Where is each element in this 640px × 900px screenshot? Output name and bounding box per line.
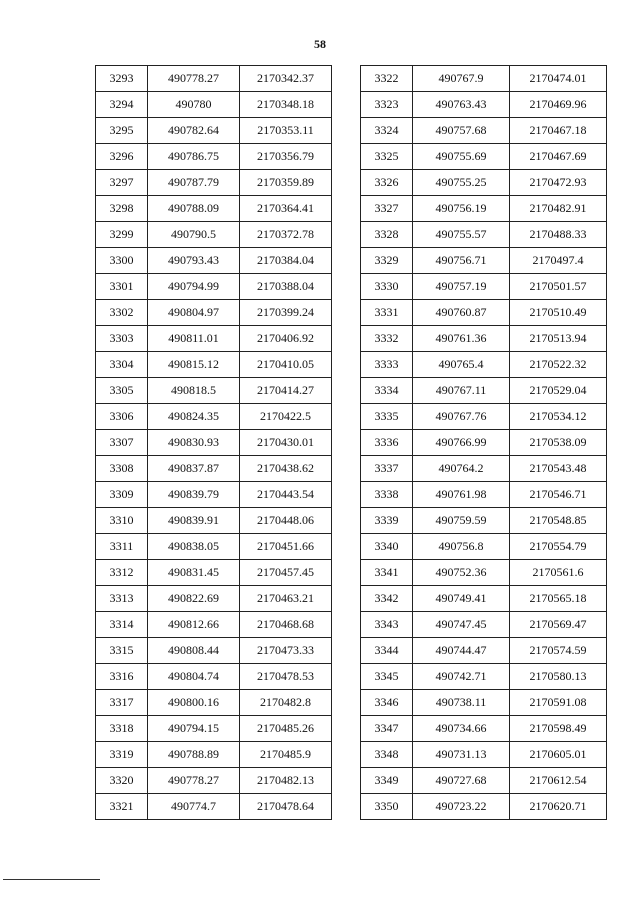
- table-row: [361, 430, 607, 456]
- point-id-cell: 3296: [96, 144, 148, 170]
- point-id-cell: 3301: [96, 274, 148, 300]
- x-coordinate-cell: 490757.68: [413, 118, 510, 144]
- x-coordinate-cell: 490794.15: [148, 716, 240, 742]
- x-coordinate-cell: 490812.66: [148, 612, 240, 638]
- x-coordinate-cell: 490761.98: [413, 482, 510, 508]
- table-row: [361, 404, 607, 430]
- table-row: [361, 326, 607, 352]
- point-id-cell: 3335: [361, 404, 413, 430]
- y-coordinate-cell: 2170501.57: [510, 274, 607, 300]
- y-coordinate-cell: 2170510.49: [510, 300, 607, 326]
- x-coordinate-cell: 490763.43: [413, 92, 510, 118]
- point-id-cell: 3332: [361, 326, 413, 352]
- point-id-cell: 3294: [96, 92, 148, 118]
- x-coordinate-cell: 490822.69: [148, 586, 240, 612]
- x-coordinate-cell: 490767.9: [413, 66, 510, 92]
- table-row: [96, 352, 332, 378]
- x-coordinate-cell: 490778.27: [148, 66, 240, 92]
- x-coordinate-cell: 490804.74: [148, 664, 240, 690]
- x-coordinate-cell: 490788.09: [148, 196, 240, 222]
- table-row: [96, 508, 332, 534]
- y-coordinate-cell: 2170591.08: [510, 690, 607, 716]
- y-coordinate-cell: 2170463.21: [240, 586, 332, 612]
- x-coordinate-cell: 490764.2: [413, 456, 510, 482]
- table-row: [96, 690, 332, 716]
- x-coordinate-cell: 490837.87: [148, 456, 240, 482]
- point-id-cell: 3307: [96, 430, 148, 456]
- y-coordinate-cell: 2170473.33: [240, 638, 332, 664]
- x-coordinate-cell: 490808.44: [148, 638, 240, 664]
- point-id-cell: 3303: [96, 326, 148, 352]
- x-coordinate-cell: 490734.66: [413, 716, 510, 742]
- table-row: [96, 248, 332, 274]
- table-row: [96, 274, 332, 300]
- table-row: [96, 456, 332, 482]
- point-id-cell: 3331: [361, 300, 413, 326]
- y-coordinate-cell: 2170422.5: [240, 404, 332, 430]
- y-coordinate-cell: 2170443.54: [240, 482, 332, 508]
- table-row: [96, 196, 332, 222]
- y-coordinate-cell: 2170472.93: [510, 170, 607, 196]
- y-coordinate-cell: 2170538.09: [510, 430, 607, 456]
- table-row: [361, 222, 607, 248]
- table-row: [96, 144, 332, 170]
- point-id-cell: 3313: [96, 586, 148, 612]
- table-row: [96, 482, 332, 508]
- table-row: [361, 118, 607, 144]
- point-id-cell: 3318: [96, 716, 148, 742]
- y-coordinate-cell: 2170605.01: [510, 742, 607, 768]
- y-coordinate-cell: 2170497.4: [510, 248, 607, 274]
- x-coordinate-cell: 490790.5: [148, 222, 240, 248]
- y-coordinate-cell: 2170598.49: [510, 716, 607, 742]
- y-coordinate-cell: 2170565.18: [510, 586, 607, 612]
- point-id-cell: 3305: [96, 378, 148, 404]
- point-id-cell: 3298: [96, 196, 148, 222]
- point-id-cell: 3325: [361, 144, 413, 170]
- table-row: [361, 456, 607, 482]
- point-id-cell: 3324: [361, 118, 413, 144]
- x-coordinate-cell: 490839.79: [148, 482, 240, 508]
- x-coordinate-cell: 490747.45: [413, 612, 510, 638]
- y-coordinate-cell: 2170612.54: [510, 768, 607, 794]
- y-coordinate-cell: 2170534.12: [510, 404, 607, 430]
- table-row: [96, 638, 332, 664]
- y-coordinate-cell: 2170482.13: [240, 768, 332, 794]
- table-row: [361, 248, 607, 274]
- y-coordinate-cell: 2170438.62: [240, 456, 332, 482]
- x-coordinate-cell: 490723.22: [413, 794, 510, 820]
- y-coordinate-cell: 2170620.71: [510, 794, 607, 820]
- table-row: [361, 378, 607, 404]
- table-row: [96, 378, 332, 404]
- table-row: [361, 170, 607, 196]
- table-row: [96, 170, 332, 196]
- table-row: [361, 768, 607, 794]
- x-coordinate-cell: 490759.59: [413, 508, 510, 534]
- x-coordinate-cell: 490774.7: [148, 794, 240, 820]
- x-coordinate-cell: 490831.45: [148, 560, 240, 586]
- point-id-cell: 3312: [96, 560, 148, 586]
- x-coordinate-cell: 490752.36: [413, 560, 510, 586]
- table-row: [96, 300, 332, 326]
- y-coordinate-cell: 2170522.32: [510, 352, 607, 378]
- coordinates-table-left: [95, 65, 332, 820]
- x-coordinate-cell: 490780: [148, 92, 240, 118]
- y-coordinate-cell: 2170548.85: [510, 508, 607, 534]
- table-row: [96, 92, 332, 118]
- x-coordinate-cell: 490767.76: [413, 404, 510, 430]
- y-coordinate-cell: 2170448.06: [240, 508, 332, 534]
- table-row: [96, 404, 332, 430]
- x-coordinate-cell: 490787.79: [148, 170, 240, 196]
- point-id-cell: 3349: [361, 768, 413, 794]
- point-id-cell: 3295: [96, 118, 148, 144]
- footnote-divider: [3, 879, 100, 880]
- point-id-cell: 3321: [96, 794, 148, 820]
- x-coordinate-cell: 490838.05: [148, 534, 240, 560]
- table-row: [361, 742, 607, 768]
- x-coordinate-cell: 490761.36: [413, 326, 510, 352]
- y-coordinate-cell: 2170474.01: [510, 66, 607, 92]
- point-id-cell: 3314: [96, 612, 148, 638]
- y-coordinate-cell: 2170430.01: [240, 430, 332, 456]
- y-coordinate-cell: 2170513.94: [510, 326, 607, 352]
- x-coordinate-cell: 490804.97: [148, 300, 240, 326]
- point-id-cell: 3310: [96, 508, 148, 534]
- table-row: [361, 612, 607, 638]
- point-id-cell: 3320: [96, 768, 148, 794]
- y-coordinate-cell: 2170569.47: [510, 612, 607, 638]
- table-row: [96, 768, 332, 794]
- x-coordinate-cell: 490793.43: [148, 248, 240, 274]
- y-coordinate-cell: 2170554.79: [510, 534, 607, 560]
- y-coordinate-cell: 2170414.27: [240, 378, 332, 404]
- point-id-cell: 3346: [361, 690, 413, 716]
- y-coordinate-cell: 2170342.37: [240, 66, 332, 92]
- x-coordinate-cell: 490755.69: [413, 144, 510, 170]
- y-coordinate-cell: 2170546.71: [510, 482, 607, 508]
- x-coordinate-cell: 490778.27: [148, 768, 240, 794]
- point-id-cell: 3337: [361, 456, 413, 482]
- table-row: [361, 508, 607, 534]
- table-row: [361, 794, 607, 820]
- x-coordinate-cell: 490824.35: [148, 404, 240, 430]
- table-row: [96, 326, 332, 352]
- x-coordinate-cell: 490731.13: [413, 742, 510, 768]
- y-coordinate-cell: 2170543.48: [510, 456, 607, 482]
- table-row: [361, 66, 607, 92]
- page-number: 58: [314, 37, 326, 51]
- point-id-cell: 3348: [361, 742, 413, 768]
- x-coordinate-cell: 490742.71: [413, 664, 510, 690]
- table-row: [361, 352, 607, 378]
- y-coordinate-cell: 2170469.96: [510, 92, 607, 118]
- y-coordinate-cell: 2170482.91: [510, 196, 607, 222]
- point-id-cell: 3350: [361, 794, 413, 820]
- x-coordinate-cell: 490815.12: [148, 352, 240, 378]
- point-id-cell: 3334: [361, 378, 413, 404]
- x-coordinate-cell: 490786.75: [148, 144, 240, 170]
- point-id-cell: 3300: [96, 248, 148, 274]
- point-id-cell: 3315: [96, 638, 148, 664]
- y-coordinate-cell: 2170482.8: [240, 690, 332, 716]
- point-id-cell: 3326: [361, 170, 413, 196]
- point-id-cell: 3330: [361, 274, 413, 300]
- table-row: [361, 664, 607, 690]
- y-coordinate-cell: 2170372.78: [240, 222, 332, 248]
- y-coordinate-cell: 2170485.26: [240, 716, 332, 742]
- point-id-cell: 3328: [361, 222, 413, 248]
- x-coordinate-cell: 490811.01: [148, 326, 240, 352]
- table-row: [361, 638, 607, 664]
- table-row: [96, 664, 332, 690]
- x-coordinate-cell: 490756.8: [413, 534, 510, 560]
- x-coordinate-cell: 490757.19: [413, 274, 510, 300]
- table-row: [361, 534, 607, 560]
- y-coordinate-cell: 2170529.04: [510, 378, 607, 404]
- y-coordinate-cell: 2170348.18: [240, 92, 332, 118]
- y-coordinate-cell: 2170574.59: [510, 638, 607, 664]
- y-coordinate-cell: 2170580.13: [510, 664, 607, 690]
- table-row: [361, 482, 607, 508]
- table-row: [96, 586, 332, 612]
- x-coordinate-cell: 490794.99: [148, 274, 240, 300]
- table-row: [361, 274, 607, 300]
- x-coordinate-cell: 490744.47: [413, 638, 510, 664]
- point-id-cell: 3340: [361, 534, 413, 560]
- x-coordinate-cell: 490755.25: [413, 170, 510, 196]
- x-coordinate-cell: 490766.99: [413, 430, 510, 456]
- table-row: [361, 560, 607, 586]
- x-coordinate-cell: 490756.71: [413, 248, 510, 274]
- y-coordinate-cell: 2170406.92: [240, 326, 332, 352]
- x-coordinate-cell: 490800.16: [148, 690, 240, 716]
- x-coordinate-cell: 490756.19: [413, 196, 510, 222]
- point-id-cell: 3322: [361, 66, 413, 92]
- x-coordinate-cell: 490755.57: [413, 222, 510, 248]
- table-row: [96, 222, 332, 248]
- point-id-cell: 3345: [361, 664, 413, 690]
- y-coordinate-cell: 2170388.04: [240, 274, 332, 300]
- y-coordinate-cell: 2170478.64: [240, 794, 332, 820]
- table-row: [361, 716, 607, 742]
- x-coordinate-cell: 490738.11: [413, 690, 510, 716]
- point-id-cell: 3344: [361, 638, 413, 664]
- table-row: [96, 430, 332, 456]
- point-id-cell: 3297: [96, 170, 148, 196]
- table-row: [96, 612, 332, 638]
- point-id-cell: 3299: [96, 222, 148, 248]
- point-id-cell: 3329: [361, 248, 413, 274]
- y-coordinate-cell: 2170384.04: [240, 248, 332, 274]
- point-id-cell: 3311: [96, 534, 148, 560]
- point-id-cell: 3304: [96, 352, 148, 378]
- x-coordinate-cell: 490765.4: [413, 352, 510, 378]
- y-coordinate-cell: 2170468.68: [240, 612, 332, 638]
- point-id-cell: 3293: [96, 66, 148, 92]
- point-id-cell: 3342: [361, 586, 413, 612]
- x-coordinate-cell: 490767.11: [413, 378, 510, 404]
- table-row: [361, 196, 607, 222]
- point-id-cell: 3302: [96, 300, 148, 326]
- y-coordinate-cell: 2170359.89: [240, 170, 332, 196]
- y-coordinate-cell: 2170451.66: [240, 534, 332, 560]
- x-coordinate-cell: 490727.68: [413, 768, 510, 794]
- y-coordinate-cell: 2170467.69: [510, 144, 607, 170]
- table-row: [361, 92, 607, 118]
- y-coordinate-cell: 2170410.05: [240, 352, 332, 378]
- y-coordinate-cell: 2170561.6: [510, 560, 607, 586]
- table-row: [361, 586, 607, 612]
- y-coordinate-cell: 2170488.33: [510, 222, 607, 248]
- x-coordinate-cell: 490839.91: [148, 508, 240, 534]
- point-id-cell: 3316: [96, 664, 148, 690]
- point-id-cell: 3327: [361, 196, 413, 222]
- point-id-cell: 3309: [96, 482, 148, 508]
- x-coordinate-cell: 490830.93: [148, 430, 240, 456]
- point-id-cell: 3306: [96, 404, 148, 430]
- y-coordinate-cell: 2170399.24: [240, 300, 332, 326]
- coordinates-table-right: [360, 65, 607, 820]
- x-coordinate-cell: 490788.89: [148, 742, 240, 768]
- table-row: [96, 66, 332, 92]
- point-id-cell: 3319: [96, 742, 148, 768]
- y-coordinate-cell: 2170356.79: [240, 144, 332, 170]
- point-id-cell: 3317: [96, 690, 148, 716]
- point-id-cell: 3347: [361, 716, 413, 742]
- table-row: [96, 534, 332, 560]
- x-coordinate-cell: 490760.87: [413, 300, 510, 326]
- x-coordinate-cell: 490818.5: [148, 378, 240, 404]
- table-row: [96, 560, 332, 586]
- y-coordinate-cell: 2170353.11: [240, 118, 332, 144]
- y-coordinate-cell: 2170364.41: [240, 196, 332, 222]
- table-row: [96, 118, 332, 144]
- x-coordinate-cell: 490749.41: [413, 586, 510, 612]
- point-id-cell: 3333: [361, 352, 413, 378]
- table-row: [361, 690, 607, 716]
- y-coordinate-cell: 2170457.45: [240, 560, 332, 586]
- point-id-cell: 3343: [361, 612, 413, 638]
- table-row: [96, 794, 332, 820]
- y-coordinate-cell: 2170478.53: [240, 664, 332, 690]
- point-id-cell: 3336: [361, 430, 413, 456]
- table-row: [361, 144, 607, 170]
- table-row: [96, 716, 332, 742]
- y-coordinate-cell: 2170467.18: [510, 118, 607, 144]
- point-id-cell: 3339: [361, 508, 413, 534]
- point-id-cell: 3308: [96, 456, 148, 482]
- table-row: [96, 742, 332, 768]
- table-row: [361, 300, 607, 326]
- point-id-cell: 3338: [361, 482, 413, 508]
- y-coordinate-cell: 2170485.9: [240, 742, 332, 768]
- point-id-cell: 3323: [361, 92, 413, 118]
- x-coordinate-cell: 490782.64: [148, 118, 240, 144]
- point-id-cell: 3341: [361, 560, 413, 586]
